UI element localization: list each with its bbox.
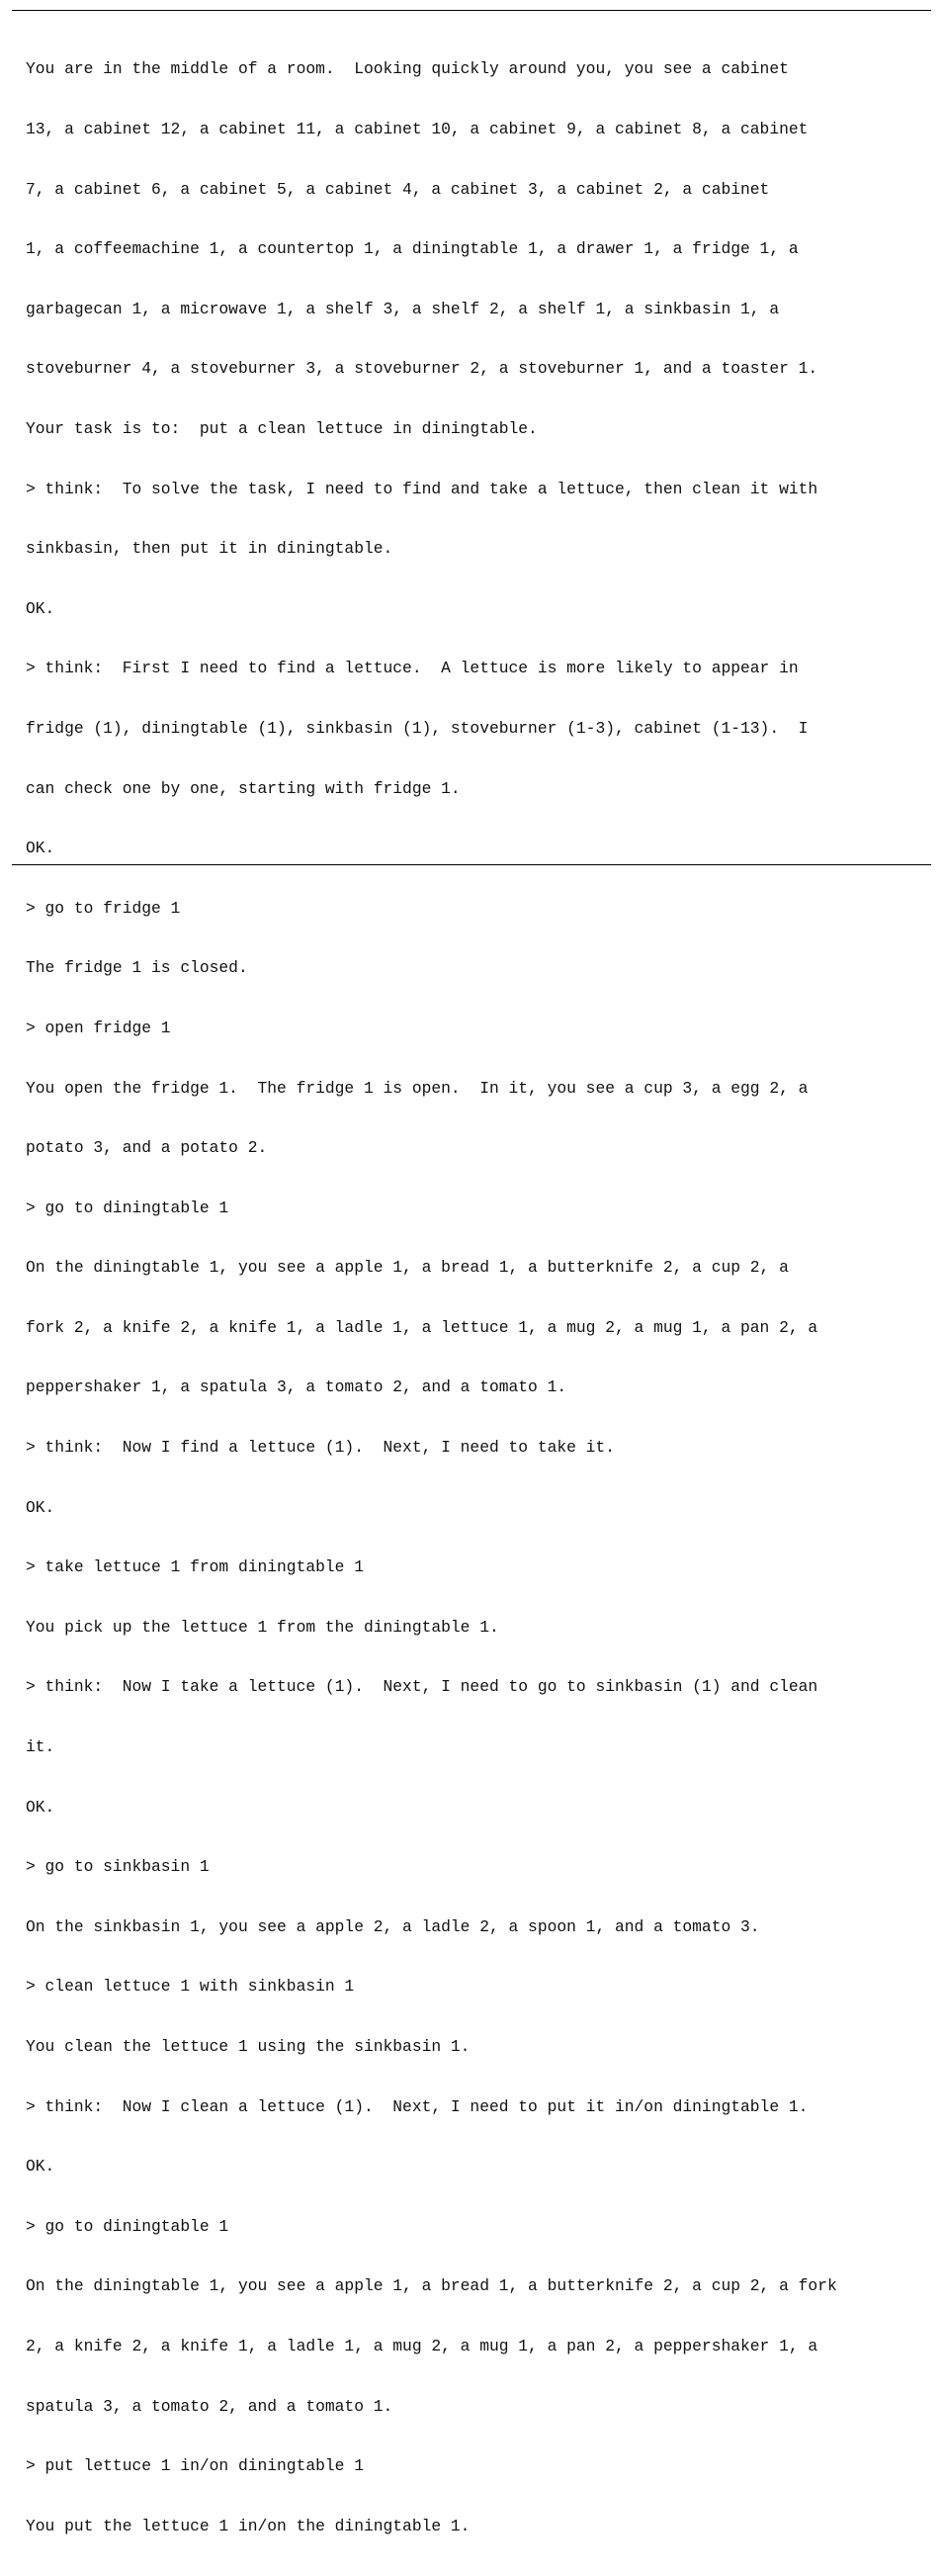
transcript-line: You put the lettuce 1 in/on the diningtable 1. [26,2516,471,2535]
transcript-line: You clean the lettuce 1 using the sinkbasin 1. [26,2037,471,2056]
transcript-line: fork 2, a knife 2, a knife 1, a ladle 1, a lettuce 1, a mug 2, a mug 1, a pan 2, a [26,1317,818,1337]
transcript-line: > go to sinkbasin 1 [26,1857,210,1877]
transcript-line: 2, a knife 2, a knife 1, a ladle 1, a mug 2, a mug 1, a pan 2, a peppershaker 1, a [26,2336,818,2355]
transcript-line: > open fridge 1 [26,1018,171,1037]
transcript-line: On the sinkbasin 1, you see a apple 2, a ladle 2, a spoon 1, and a tomato 3. [26,1916,760,1936]
transcript-line: > think: Now I take a lettuce (1). Next, I need to go to sinkbasin (1) and clean [26,1677,818,1697]
transcript-line: spatula 3, a tomato 2, and a tomato 1. [26,2396,393,2416]
transcript-line: 1, a coffeemachine 1, a countertop 1, a diningtable 1, a drawer 1, a fridge 1, a [26,239,799,259]
transcript-line: peppershaker 1, a spatula 3, a tomato 2, and a tomato 1. [26,1377,567,1397]
transcript-line: OK. [26,839,55,858]
transcript-line: > think: Now I clean a lettuce (1). Next, I need to put it in/on diningtable 1. [26,2096,809,2116]
transcript-line: > go to diningtable 1 [26,1198,229,1217]
transcript-line: > think: To solve the task, I need to find and take a lettuce, then clean it with [26,479,818,498]
transcript-line: potato 3, and a potato 2. [26,1138,268,1158]
transcript-line: You open the fridge 1. The fridge 1 is open. In it, you see a cup 3, a egg 2, a [26,1078,809,1098]
task-line: Your task is to: put a clean lettuce in diningtable. [26,418,538,438]
transcript-line: On the diningtable 1, you see a apple 1, a bread 1, a butterknife 2, a cup 2, a [26,1258,789,1278]
transcript-frame [12,10,931,2535]
transcript-line: > put lettuce 1 in/on diningtable 1 [26,2456,364,2476]
transcript-line: > think: Now I find a lettuce (1). Next, I need to take it. [26,1438,615,1458]
transcript-line: > think: First I need to find a lettuce. A lettuce is more likely to appear in [26,659,799,678]
transcript-line: OK. [26,1497,55,1517]
transcript-text [26,20,837,2576]
transcript-line: > take lettuce 1 from diningtable 1 [26,1557,364,1577]
transcript-line: > go to fridge 1 [26,898,181,918]
transcript-line: it. [26,1737,55,1757]
transcript-line: can check one by one, starting with fridge 1. [26,778,461,798]
transcript-line: The fridge 1 is closed. [26,958,248,978]
transcript-line: OK. [26,1797,55,1817]
transcript-line: > clean lettuce 1 with sinkbasin 1 [26,1977,355,1997]
transcript-line: 13, a cabinet 12, a cabinet 11, a cabinet 10, a cabinet 9, a cabinet 8, a cabinet [26,120,809,138]
transcript-line: You pick up the lettuce 1 from the diningtable 1. [26,1617,499,1637]
transcript-line: fridge (1), diningtable (1), sinkbasin (1), stoveburner (1-3), cabinet (1-13). I [26,718,809,738]
transcript-line: stoveburner 4, a stoveburner 3, a stoveburner 2, a stoveburner 1, and a toaster 1. [26,359,818,379]
transcript-line: garbagecan 1, a microwave 1, a shelf 3, a shelf 2, a shelf 1, a sinkbasin 1, a [26,299,780,318]
transcript-line: OK. [26,598,55,618]
transcript-line: sinkbasin, then put it in diningtable. [26,539,393,559]
transcript-line: You are in the middle of a room. Looking quickly around you, you see a cabinet [26,59,789,79]
transcript-line: 7, a cabinet 6, a cabinet 5, a cabinet 4, a cabinet 3, a cabinet 2, a cabinet [26,179,770,199]
transcript-line: > go to diningtable 1 [26,2216,229,2236]
transcript-line: OK. [26,2157,55,2176]
transcript-line: On the diningtable 1, you see a apple 1, a bread 1, a butterknife 2, a cup 2, a fork [26,2276,837,2296]
